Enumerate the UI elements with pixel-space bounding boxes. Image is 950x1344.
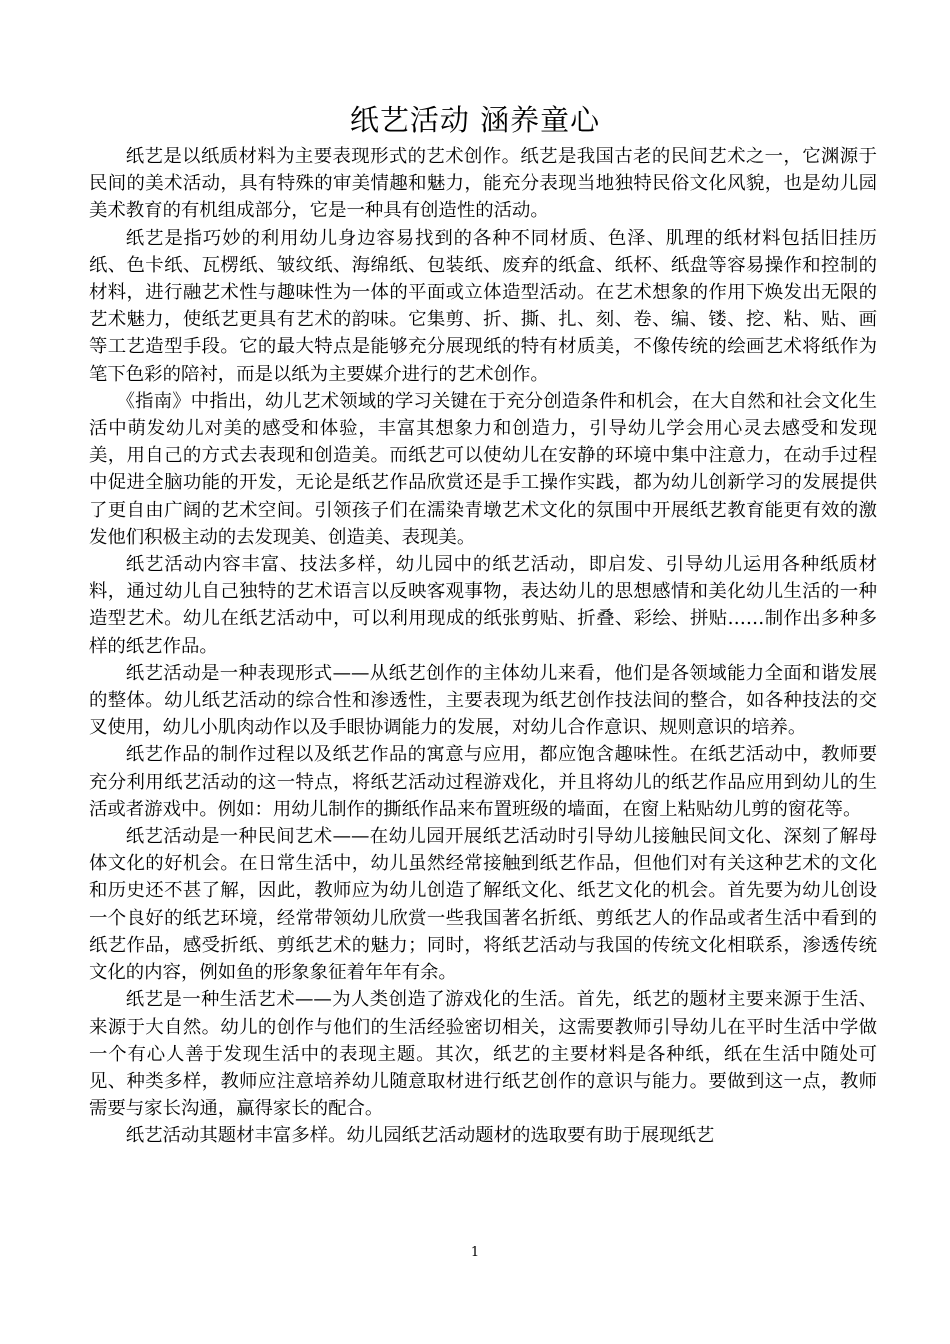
paragraph: 纸艺活动是一种表现形式——从纸艺创作的主体幼儿来看，他们是各领域能力全面和谐发展的整体。幼儿纸艺活动的综合性和渗透性，主要表现为纸艺创作技法间的整合，如各种技法的交叉使用，幼儿小肌肉动作以及手眼协调能力的发展，对幼儿合作意识、规则意识的培养。 xyxy=(89,662,877,739)
document-title: 纸艺活动 涵养童心 xyxy=(349,103,601,137)
paragraph: 纸艺是以纸质材料为主要表现形式的艺术创作。纸艺是我国古老的民间艺术之一，它渊源于民间的美术活动，具有特殊的审美情趣和魅力，能充分表现当地独特民俗文化风貌，也是幼儿园美术教育的有机组成部分，它是一种具有创造性的活动。 xyxy=(89,146,877,222)
paragraph: 纸艺活动其题材丰富多样。幼儿园纸艺活动题材的选取要有助于展现纸艺 xyxy=(125,1125,715,1147)
document-body xyxy=(89,143,877,1150)
paragraph: 纸艺活动是一种民间艺术——在幼儿园开展纸艺活动时引导幼儿接触民间文化、深刻了解母体文化的好机会。在日常生活中，幼儿虽然经常接触到纸艺作品，但他们对有关这种艺术的文化和历史还不甚了解，因此，教师应为幼儿创造了解纸文化、纸艺文化的机会。首先要为幼儿创设一个良好的纸艺环境，经常带领幼儿欣赏一些我国著名折纸、剪纸艺人的作品或者生活中看到的纸艺作品，感受折纸、剪纸艺术的魅力；同时，将纸艺活动与我国的传统文化相联系，渗透传统文化的内容，例如鱼的形象象征着年年有余。 xyxy=(89,826,877,984)
paragraph: 《指南》中指出，幼儿艺术领域的学习关键在于充分创造条件和机会，在大自然和社会文化生活中萌发幼儿对美的感受和体验，丰富其想象力和创造力，引导幼儿学会用心灵去感受和发现美，用自己的方式去表现和创造美。而纸艺可以使幼儿在安静的环境中集中注意力，在动手过程中促进全脑功能的开发，无论是纸艺作品欣赏还是手工操作实践，都为幼儿创新学习的发展提供了更自由广阔的艺术空间。引领孩子们在濡染青墩艺术文化的氛围中开展纸艺教育能更有效的激发他们积极主动的去发现美、创造美、表现美。 xyxy=(89,390,877,548)
page-number: 1 xyxy=(470,1245,480,1260)
paragraph: 纸艺作品的制作过程以及纸艺作品的寓意与应用，都应饱含趣味性。在纸艺活动中，教师要充分利用纸艺活动的这一特点，将纸艺活动过程游戏化，并且将幼儿的纸艺作品应用到幼儿的生活或者游戏中。例如：用幼儿制作的撕纸作品来布置班级的墙面，在窗上粘贴幼儿剪的窗花等。 xyxy=(89,744,877,820)
paragraph: 纸艺是一种生活艺术——为人类创造了游戏化的生活。首先，纸艺的题材主要来源于生活、来源于大自然。幼儿的创作与他们的生活经验密切相关，这需要教师引导幼儿在平时生活中学做一个有心人善于发现生活中的表现主题。其次，纸艺的主要材料是各种纸，纸在生活中随处可见、种类多样，教师应注意培养幼儿随意取材进行纸艺创作的意识与能力。要做到这一点，教师需要与家长沟通，赢得家长的配合。 xyxy=(89,989,877,1120)
paragraph: 纸艺活动内容丰富、技法多样，幼儿园中的纸艺活动，即启发、引导幼儿运用各种纸质材料，通过幼儿自己独特的艺术语言以反映客观事物，表达幼儿的思想感情和美化幼儿生活的一种造型艺术。幼儿在纸艺活动中，可以利用现成的纸张剪贴、折叠、彩绘、拼贴……制作出多种多样的纸艺作品。 xyxy=(89,554,877,657)
paragraph: 纸艺是指巧妙的利用幼儿身边容易找到的各种不同材质、色泽、肌理的纸材料包括旧挂历纸、色卡纸、瓦楞纸、皱纹纸、海绵纸、包装纸、废弃的纸盒、纸杯、纸盘等容易操作和控制的材料，进行融艺术性与趣味性为一体的平面或立体造型活动。在艺术想象的作用下焕发出无限的艺术魅力，使纸艺更具有艺术的韵味。它集剪、折、撕、扎、刻、卷、编、镂、挖、粘、贴、画等工艺造型手段。它的最大特点是能够充分展现纸的特有材质美，不像传统的绘画艺术将纸作为笔下色彩的陪衬，而是以纸为主要媒介进行的艺术创作。 xyxy=(89,227,877,385)
